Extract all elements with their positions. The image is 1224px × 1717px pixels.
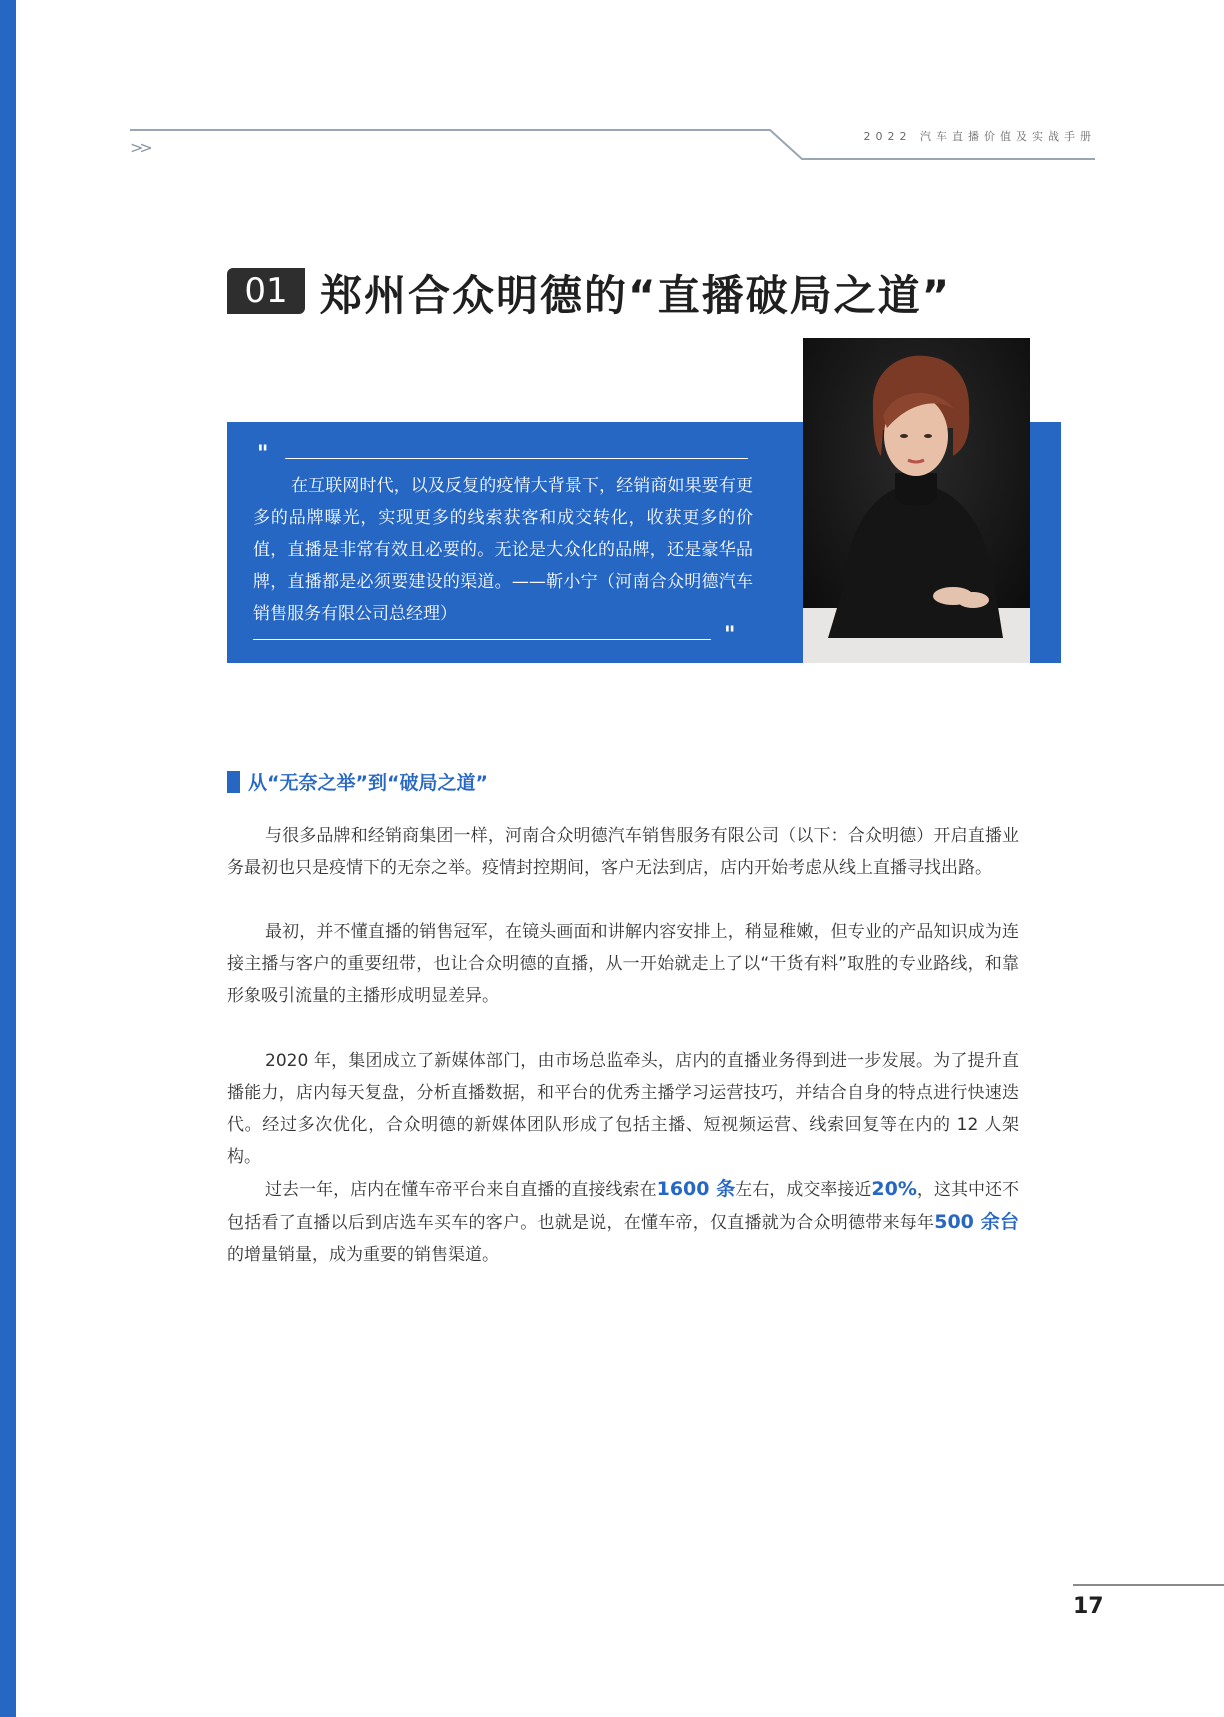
subheading-text: 从“无奈之举”到“破局之道” <box>248 772 488 794</box>
subheading-square-icon <box>227 771 240 793</box>
header-title: 2022 汽车直播价值及实战手册 <box>863 130 1096 143</box>
quote-divider-top <box>285 458 748 459</box>
paragraph-4-text-2: 左右，成交率接近 <box>735 1180 872 1200</box>
left-accent-bar <box>0 0 16 1717</box>
open-quote-icon: " <box>257 442 268 467</box>
quote-text: 在互联网时代，以及反复的疫情大背景下，经销商如果要有更多的品牌曝光，实现更多的线索获客和成交转化，收获更多的价值，直播是非常有效且必要的。无论是大众化的品牌，还是豪华品牌，直播都是必须要建设的渠道。——靳小宁（河南合众明德汽车销售服务有限公司总经理） <box>253 476 753 624</box>
paragraph-3: 2020 年，集团成立了新媒体部门，由市场总监牵头，店内的直播业务得到进一步发展。为了提升直播能力，店内每天复盘，分析直播数据，和平台的优秀主播学习运营技巧，并结合自身的特点进行快速迭代。经过多次优化，合众明德的新媒体团队形成了包括主播、短视频运营、线索回复等在内的 12 人架构。 <box>227 1051 1019 1167</box>
header-rule <box>0 0 1224 170</box>
page-number-rule <box>1073 1584 1224 1586</box>
page-number: 17 <box>1073 1594 1104 1619</box>
portrait-photo <box>803 338 1030 663</box>
highlight-conversion-rate: 20% <box>871 1178 917 1200</box>
section-title: 郑州合众明德的“直播破局之道” <box>320 271 952 320</box>
header-chevrons-icon: >> <box>130 138 149 157</box>
paragraph-4-text-1: 过去一年，店内在懂车帝平台来自直播的直接线索在 <box>265 1180 657 1200</box>
paragraph-2: 最初，并不懂直播的销售冠军，在镜头画面和讲解内容安排上，稍显稚嫩，但专业的产品知识成为连接主播与客户的重要纽带，也让合众明德的直播，从一开始就走上了以“干货有料”取胜的专业路线，和靠形象吸引流量的主播形成明显差异。 <box>227 922 1019 1006</box>
section-number-badge: 01 <box>227 268 305 314</box>
paragraph-4-text-3: ，这其中还不包括看了直播以后到店选车买车的客户。也就是说，在懂车帝，仅直播就为合众明德带来每年 <box>227 1180 1020 1233</box>
paragraph-4 <box>227 1173 1019 1271</box>
subheading <box>227 768 488 795</box>
highlight-sales: 500 余台 <box>934 1211 1019 1233</box>
highlight-leads: 1600 条 <box>656 1178 736 1200</box>
quote-divider-bottom <box>253 639 711 640</box>
paragraph-4-text-4: 的增量销量，成为重要的销售渠道。 <box>227 1245 499 1265</box>
close-quote-icon: " <box>724 623 735 648</box>
paragraph-1: 与很多品牌和经销商集团一样，河南合众明德汽车销售服务有限公司（以下：合众明德）开启直播业务最初也只是疫情下的无奈之举。疫情封控期间，客户无法到店，店内开始考虑从线上直播寻找出路。 <box>227 826 1019 878</box>
